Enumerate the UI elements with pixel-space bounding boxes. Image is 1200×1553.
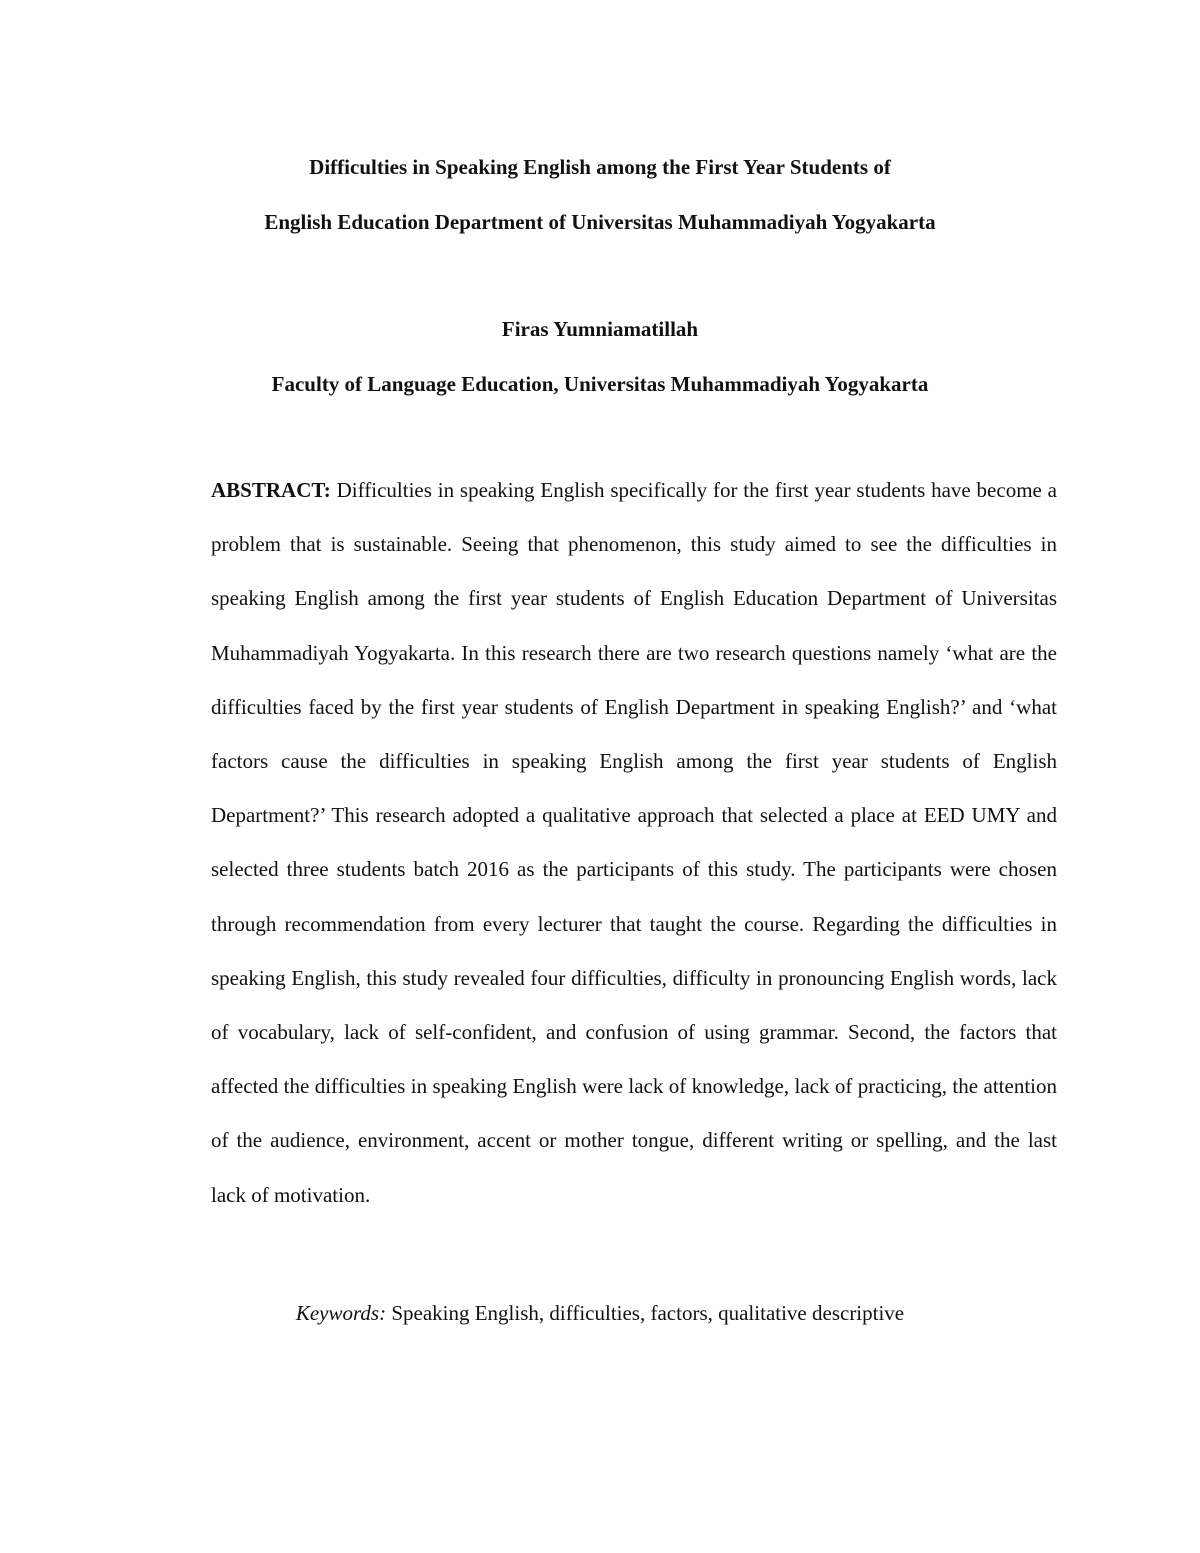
keywords-line: [0, 1286, 1200, 1340]
abstract-text: Difficulties in speaking English specifically for the first year students have become a problem that is sustainable. Seeing that phenomenon, this study aimed to see the difficulties in speaking English among the first year students of English Education Department of Universitas Muhammadiyah Yogyakarta. In this research there are two research questions namely ‘what are the difficulties faced by the first year students of English Department in speaking English?’ and ‘what factors cause the difficulties in speaking English among the first year students of English Department?’ This research adopted a qualitative approach that selected a place at EED UMY and selected three students batch 2016 as the participants of this study. The participants were chosen through recommendation from every lecturer that taught the course. Regarding the difficulties in speaking English, this study revealed four difficulties, difficulty in pronouncing English words, lack of vocabulary, lack of self-confident, and confusion of using grammar. Second, the factors that affected the difficulties in speaking English were lack of knowledge, lack of practicing, the attention of the audience, environment, accent or mother tongue, different writing or spelling, and the last lack of motivation.: [211, 478, 1058, 1207]
author-affiliation: Faculty of Language Education, Universitas Muhammadiyah Yogyakarta: [271, 372, 929, 396]
author-name: Firas Yumniamatillah: [501, 317, 699, 341]
abstract-paragraph: [211, 463, 1057, 1222]
title-line-1: Difficulties in Speaking English among the First Year Students of: [309, 155, 891, 179]
abstract-label: ABSTRACT:: [211, 478, 331, 502]
title-line-2: English Education Department of Universitas Muhammadiyah Yogyakarta: [264, 210, 936, 234]
keywords-text: Speaking English, difficulties, factors, qualitative descriptive: [391, 1301, 905, 1325]
paper-title: [0, 140, 1200, 250]
keywords-label: Keywords:: [295, 1301, 387, 1325]
author-info: [0, 302, 1200, 412]
